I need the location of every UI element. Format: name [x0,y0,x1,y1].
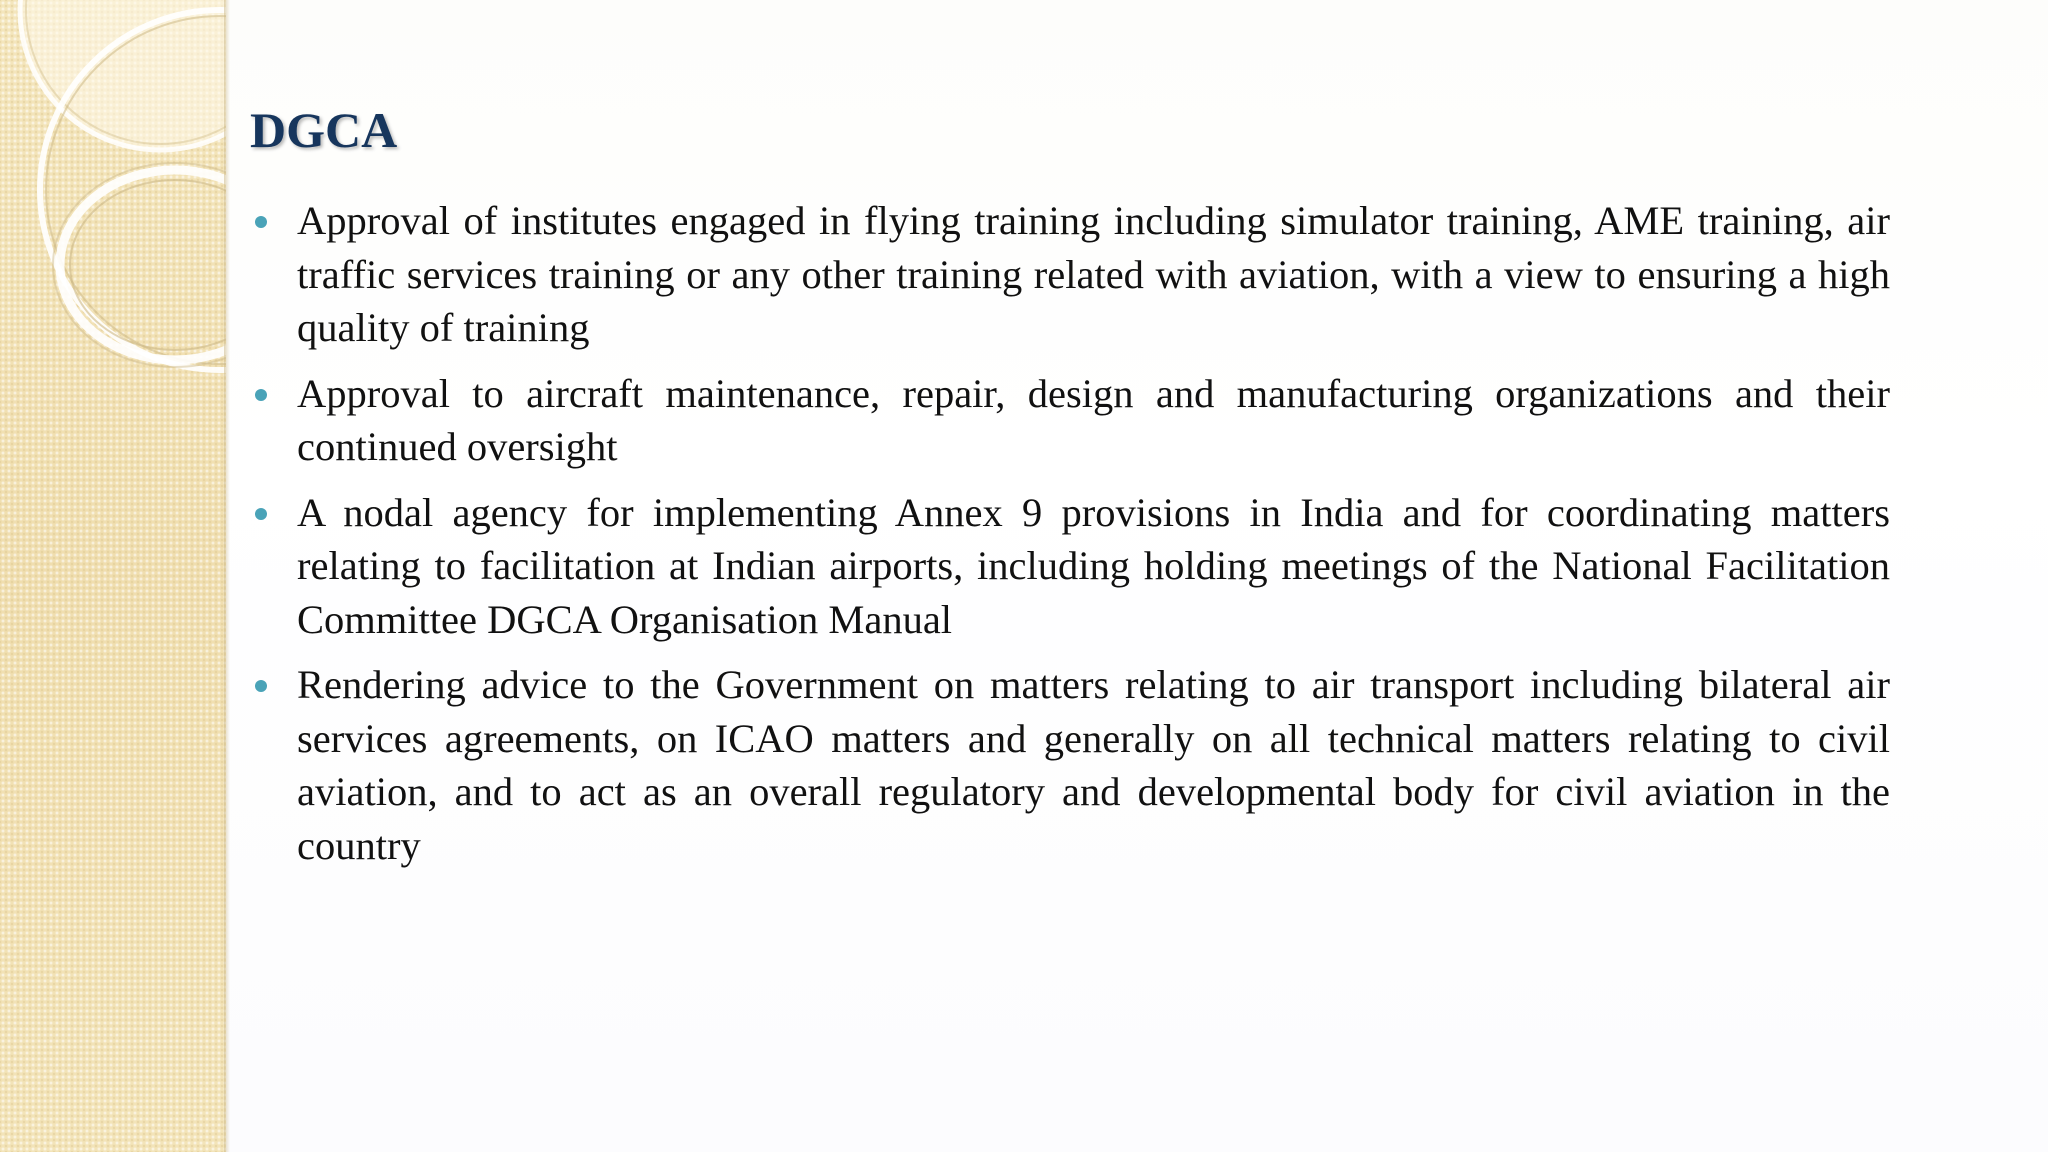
bullet-dot-icon [255,680,267,692]
slide-title: DGCA [250,102,398,158]
bullet-dot-icon [255,508,267,520]
bullet-item [250,658,1890,872]
bullet-text: Rendering advice to the Government on matters relating to air transport including bilateral air services agreements, on ICAO matters and generally on all technical matters relating to civil aviation, and to act as an overall regulatory and developmental body for civil aviation in the country [297,662,1890,868]
bullet-text: A nodal agency for implementing Annex 9 provisions in India and for coordinating matters relating to facilitation at Indian airports, including holding meetings of the National Facilitation Committee DGCA Organisation Manual [297,489,1890,642]
bullet-dot-icon [255,216,267,228]
bullet-item [250,367,1890,474]
decorative-side-band [0,0,226,1152]
slide-content [250,100,1890,884]
decorative-rings-graphic [0,0,226,420]
bullet-item [250,194,1890,355]
bullet-dot-icon [255,389,267,401]
bullet-text: Approval to aircraft maintenance, repair, design and manufacturing organizations and their continued oversight [297,370,1890,469]
bullet-list [250,194,1890,872]
side-band-edge [224,0,230,1152]
bullet-item [250,486,1890,647]
bullet-text: Approval of institutes engaged in flying training including simulator training, AME training, air traffic services training or any other training related with aviation, with a view to ensuring a high quality of training [297,198,1890,350]
